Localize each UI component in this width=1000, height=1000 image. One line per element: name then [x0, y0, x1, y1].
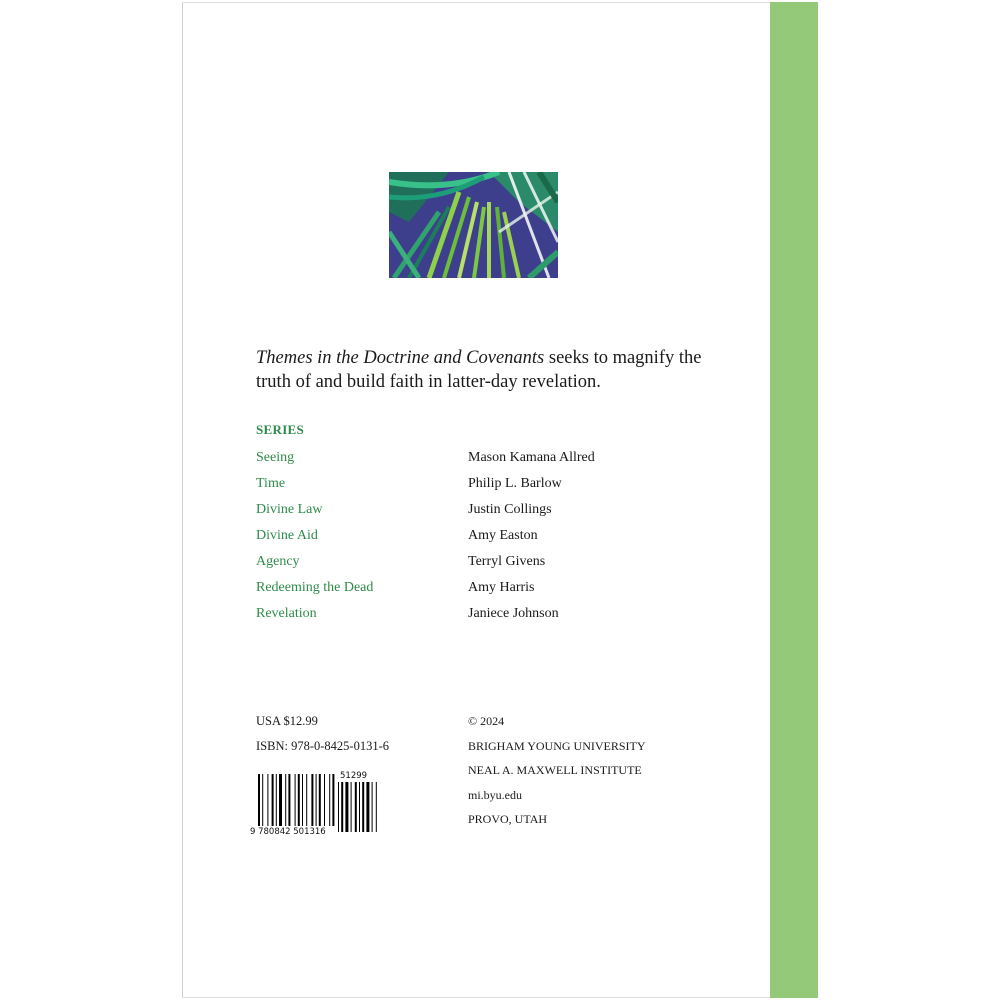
- barcode-addon-bar: [341, 782, 343, 832]
- series-author: Amy Easton: [468, 528, 538, 543]
- series-author: Mason Kamana Allred: [468, 450, 595, 465]
- barcode-addon-bar: [345, 782, 348, 832]
- barcode-bar: [302, 774, 303, 826]
- blurb-text: [256, 346, 706, 394]
- copyright-label: © 2024: [468, 714, 505, 728]
- barcode-bar: [285, 774, 286, 826]
- series-author: Philip L. Barlow: [468, 476, 562, 491]
- series-item: [256, 523, 676, 549]
- barcode-bar: [272, 774, 274, 826]
- location-label: PROVO, UTAH: [468, 812, 548, 826]
- barcode-bar: [295, 774, 296, 826]
- series-list: [256, 445, 676, 627]
- blurb-book-title: Themes in the Doctrine and Covenants: [256, 348, 545, 368]
- series-item: [256, 497, 676, 523]
- series-author: Janiece Johnson: [468, 606, 559, 621]
- series-item: [256, 471, 676, 497]
- barcode-bar: [324, 774, 325, 826]
- university-label: BRIGHAM YOUNG UNIVERSITY: [468, 738, 646, 753]
- series-title: Agency: [256, 554, 300, 569]
- barcode-bar: [279, 774, 282, 826]
- institute-label: NEAL A. MAXWELL INSTITUTE: [468, 763, 642, 777]
- series-item: [256, 575, 676, 601]
- barcode-addon-bar: [355, 782, 357, 832]
- series-author: Amy Harris: [468, 580, 535, 595]
- barcode-addon-bar: [376, 782, 377, 832]
- cover-art-image: [389, 172, 558, 278]
- series-title: Revelation: [256, 606, 317, 621]
- barcode-addon-bar: [338, 782, 339, 832]
- series-author: Terryl Givens: [468, 554, 546, 569]
- pricing-info: [256, 714, 389, 764]
- isbn-label: ISBN: 978-0-8425-0131-6: [256, 739, 389, 753]
- barcode-bar: [262, 774, 263, 826]
- barcode-bar: [319, 774, 321, 826]
- website-label: mi.byu.edu: [468, 787, 522, 802]
- barcode-bar: [306, 774, 307, 826]
- spine-stripe: [770, 2, 818, 998]
- barcode-bar: [288, 774, 290, 826]
- barcode-bar: [311, 774, 313, 826]
- barcode-addon-bar: [362, 782, 364, 832]
- barcode-bar: [258, 774, 260, 826]
- barcode-addon-bar: [372, 782, 373, 832]
- barcode-addon-bar: [351, 782, 352, 832]
- barcode-bar: [316, 774, 317, 826]
- price-label: USA $12.99: [256, 714, 318, 728]
- series-title: Seeing: [256, 450, 295, 465]
- series-heading: SERIES: [256, 422, 305, 437]
- series-item: [256, 601, 676, 627]
- series-title: Redeeming the Dead: [256, 580, 374, 595]
- barcode-addon-bar: [366, 782, 369, 832]
- isbn-barcode: [250, 770, 390, 840]
- blurb-description: seeks to magnify the truth of and build faith in latter-day revelation.: [256, 348, 702, 392]
- barcode-addon-bar: [359, 782, 360, 832]
- barcode-bar: [267, 774, 268, 826]
- series-title: Divine Aid: [256, 528, 318, 543]
- barcode-bar: [332, 774, 334, 826]
- barcode-bar: [329, 774, 330, 826]
- series-author: Justin Collings: [468, 502, 552, 517]
- series-title: Time: [256, 476, 286, 491]
- publisher-info: [468, 714, 646, 837]
- series-item: [256, 445, 676, 471]
- series-title: Divine Law: [256, 502, 323, 517]
- barcode-bar: [298, 774, 300, 826]
- barcode-bar: [276, 774, 277, 826]
- barcode-addon-number: 51299: [340, 771, 368, 781]
- series-item: [256, 549, 676, 575]
- barcode-number: 9 780842 501316: [250, 827, 326, 837]
